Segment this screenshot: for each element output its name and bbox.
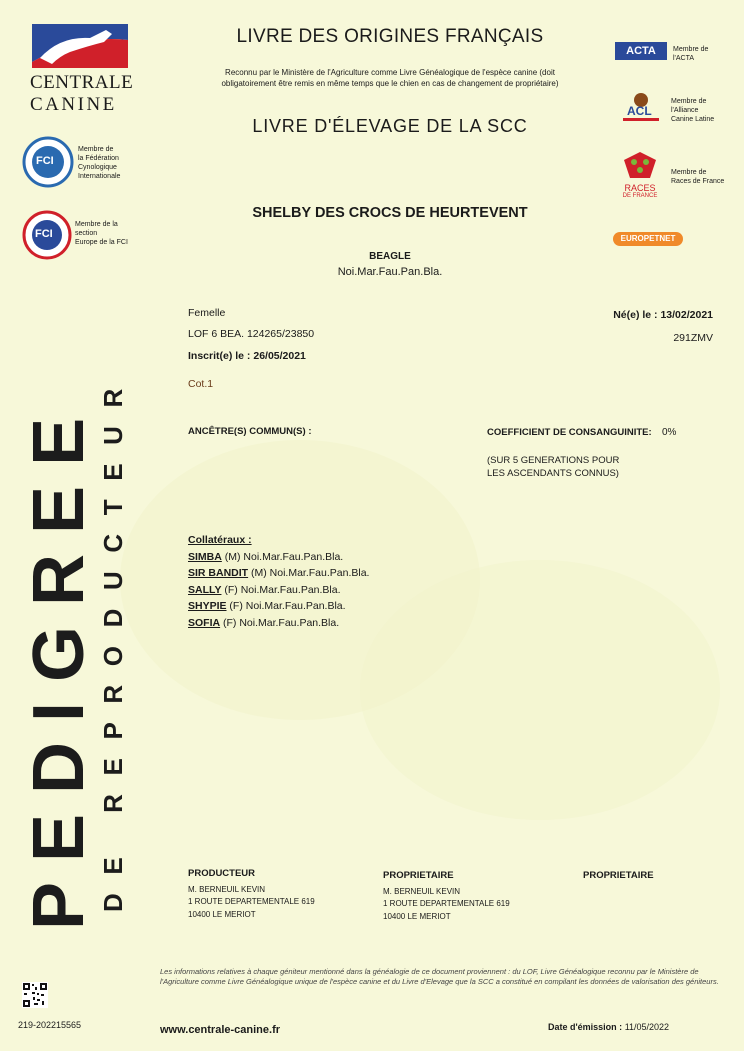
website-link[interactable]: www.centrale-canine.fr xyxy=(160,1024,281,1036)
collateral-details: (F) Noi.Mar.Fau.Pan.Bla. xyxy=(226,600,346,612)
collateral-item xyxy=(188,598,369,615)
proprietaire-line: M. BERNEUIL KEVIN xyxy=(383,886,461,896)
acta-logo: ACTA xyxy=(615,42,667,60)
fci-logo-text: FCI xyxy=(36,155,54,167)
dog-birth-date: Né(e) le : 13/02/2021 xyxy=(613,309,713,321)
livre-elevage-title: LIVRE D'ÉLEVAGE DE LA SCC xyxy=(252,116,528,136)
collateral-name: SIMBA xyxy=(188,550,222,563)
proprietaire-2-label: PROPRIETAIRE xyxy=(583,870,654,881)
races-de-france-logo xyxy=(620,150,660,200)
fci-caption xyxy=(78,145,120,181)
fci-europe-caption-line: section xyxy=(75,230,98,237)
centrale-canine-text-2: CANINE xyxy=(30,94,117,115)
collateral-item xyxy=(188,615,369,632)
fci-caption-line: la Fédération xyxy=(78,155,119,162)
subtitle-line: obligatoirement être remis en même temps que le chien en cas de changement de propriétaire) xyxy=(221,79,559,88)
fci-europe-caption-line: Membre de la xyxy=(75,221,118,228)
collateral-details: (M) Noi.Mar.Fau.Pan.Bla. xyxy=(248,567,370,579)
fci-europe-caption xyxy=(75,220,128,247)
collateraux-label: Collatéraux : xyxy=(188,534,252,546)
collateral-item xyxy=(188,565,369,582)
acl-caption xyxy=(671,97,714,124)
producteur-line: 1 ROUTE DEPARTEMENTALE 619 xyxy=(188,897,315,906)
collateral-details: (F) Noi.Mar.Fau.Pan.Bla. xyxy=(220,616,340,629)
dog-color: Noi.Mar.Fau.Pan.Bla. xyxy=(337,266,443,278)
dog-cotation: Cot.1 xyxy=(188,378,214,390)
races-caption xyxy=(671,168,724,186)
ancetres-communs-label: ANCÊTRE(S) COMMUN(S) : xyxy=(188,426,312,437)
legal-footnote: Les informations relatives à chaque géniteur mentionné dans la généalogie de ce document proviennent : du LOF, Livre Généalogique reconnu par le Ministère de l'Agriculture comme Livre Généalogique unique de l'espèce canine et du Livre d'Elevage que la SCC a constitué en compilant les données de valorisation des géniteurs. xyxy=(160,967,719,986)
background-shape xyxy=(360,560,720,820)
pedigree-vertical-title: PEDIGREE xyxy=(19,397,99,930)
fci-logo xyxy=(22,136,74,188)
producteur-block xyxy=(188,868,315,921)
races-logo-text-1: RACES xyxy=(624,183,656,193)
collateral-name: SIR BANDIT xyxy=(188,567,249,579)
coefficient-label: COEFFICIENT DE CONSANGUINITE: xyxy=(487,427,652,438)
collateral-name: SALLY xyxy=(188,583,222,596)
races-logo-text-2: DE FRANCE xyxy=(622,193,658,199)
producteur-label: PRODUCTEUR xyxy=(188,868,256,879)
fci-europe-logo xyxy=(22,210,72,260)
fci-europe-caption-line: Europe de la FCI xyxy=(75,239,128,246)
acl-caption-line: Canine Latine xyxy=(671,116,715,123)
acta-caption-line: l'ACTA xyxy=(673,55,695,62)
proprietaire-line: 1 ROUTE DEPARTEMENTALE 619 xyxy=(383,899,510,908)
document-number: 219-202215565 xyxy=(18,1020,82,1030)
dog-identification: 291ZMV xyxy=(673,332,713,344)
collateral-details: (M) Noi.Mar.Fau.Pan.Bla. xyxy=(221,550,344,563)
dog-name: SHELBY DES CROCS DE HEURTEVENT xyxy=(252,205,528,221)
proprietaire-block xyxy=(383,870,510,923)
emission-date xyxy=(548,1022,669,1032)
collateraux-section xyxy=(188,532,369,631)
collateral-name: SHYPIE xyxy=(188,600,227,612)
document-subtitle xyxy=(185,67,595,89)
collateral-item xyxy=(188,549,369,566)
centrale-canine-logo xyxy=(30,22,130,70)
fci-europe-logo-text: FCI xyxy=(35,228,53,240)
dog-inscription-date: Inscrit(e) le : 26/05/2021 xyxy=(188,350,306,362)
reproducteur-vertical-title: DE REPRODUCTEUR xyxy=(98,370,128,912)
emission-label: Date d'émission : xyxy=(548,1022,623,1032)
dog-sex: Femelle xyxy=(188,307,226,319)
emission-value: 11/05/2022 xyxy=(624,1022,670,1032)
producteur-line: 10400 LE MERIOT xyxy=(188,909,256,919)
document-title: LIVRE DES ORIGINES FRANÇAIS xyxy=(236,26,544,47)
coefficient-note-line: (SUR 5 GENERATIONS POUR xyxy=(487,455,620,466)
races-caption-line: Races de France xyxy=(671,178,725,185)
acl-caption-line: l'Alliance xyxy=(671,107,699,114)
fci-caption-line: Membre de xyxy=(78,146,114,153)
acta-caption xyxy=(673,45,708,63)
fci-caption-line: Internationale xyxy=(78,173,121,180)
producteur-line: M. BERNEUIL KEVIN xyxy=(188,884,266,894)
coefficient-note xyxy=(487,454,619,480)
collateral-name: SOFIA xyxy=(188,616,221,629)
acl-logo xyxy=(617,90,665,130)
collateral-details: (F) Noi.Mar.Fau.Pan.Bla. xyxy=(221,583,341,596)
races-caption-line: Membre de xyxy=(671,169,707,176)
acta-caption-line: Membre de xyxy=(673,46,709,53)
centrale-canine-text-1: CENTRALE xyxy=(30,72,134,93)
acl-logo-text: ACL xyxy=(627,104,652,118)
collateral-item xyxy=(188,582,369,599)
proprietaire-line: 10400 LE MERIOT xyxy=(383,911,451,921)
qr-code xyxy=(22,982,48,1008)
dog-lof-number: LOF 6 BEA. 124265/23850 xyxy=(188,328,315,340)
proprietaire-label: PROPRIETAIRE xyxy=(383,870,454,881)
coefficient-note-line: LES ASCENDANTS CONNUS) xyxy=(487,468,619,479)
coefficient-value: 0% xyxy=(662,427,677,438)
subtitle-line: Reconnu par le Ministère de l'Agriculture comme Livre Généalogique de l'espèce canine (doit xyxy=(225,68,555,77)
dog-breed: BEAGLE xyxy=(369,251,411,262)
fci-caption-line: Cynologique xyxy=(78,164,117,171)
europetnet-logo: EUROPETNET xyxy=(613,232,683,246)
acl-caption-line: Membre de xyxy=(671,98,707,105)
